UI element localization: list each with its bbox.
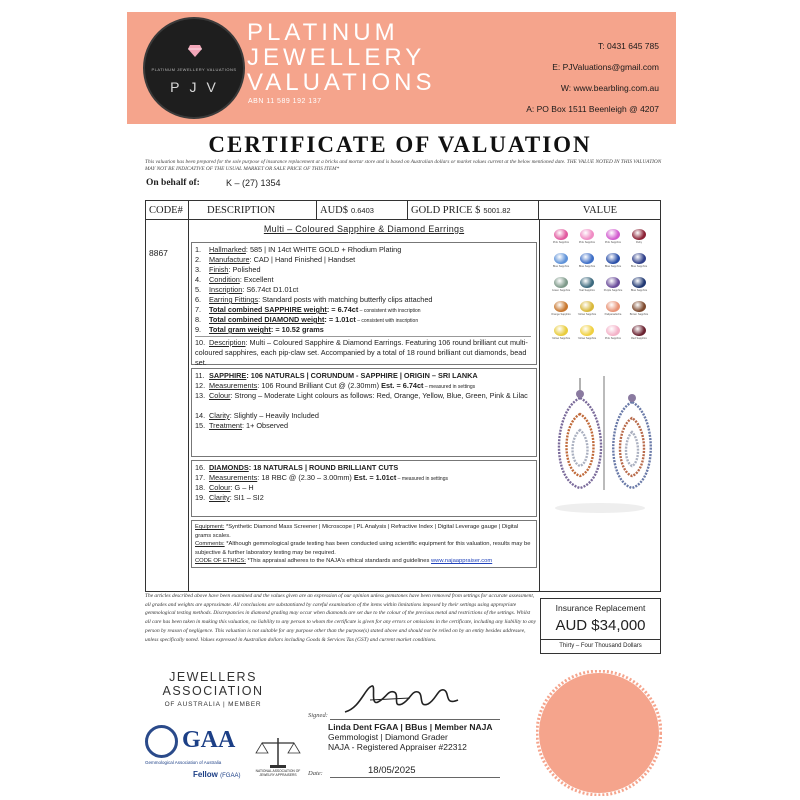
insurance-label: Insurance Replacement xyxy=(555,603,646,613)
fellow-badge: Fellow (FGAA) xyxy=(193,770,241,779)
gem-swatch xyxy=(554,325,568,336)
gem-swatch xyxy=(606,301,620,312)
website: W: www.bearbling.com.au xyxy=(560,83,659,93)
sapphire-block xyxy=(191,368,537,457)
list-item: 4. Condition: Excellent xyxy=(195,275,274,284)
gem-swatch xyxy=(632,229,646,240)
date-line xyxy=(330,777,500,778)
company-seal xyxy=(536,670,662,796)
list-item: 17. Measurements: 18 RBC @ (2.30 – 3.00mm) Est. = 1.01ct – measured in settings xyxy=(195,473,448,482)
gem-label: Yellow Sapphire xyxy=(577,337,597,340)
gold-price: 5001.82 xyxy=(483,206,511,215)
list-item: 6. Earring Fittings: Standard posts with matching butterfly clips attached xyxy=(195,295,433,304)
value-header: VALUE xyxy=(582,205,618,216)
insurance-amount: AUD $34,000 xyxy=(555,617,646,634)
gem-label: Blue Sapphire xyxy=(578,265,596,268)
gem-swatch xyxy=(632,301,646,312)
aud-header xyxy=(317,201,408,220)
insurance-amount-words: Thirty – Four Thousand Dollars xyxy=(541,639,660,649)
code-column xyxy=(146,220,189,591)
naja-link[interactable]: www.najaappraiser.com xyxy=(431,558,493,564)
ja-subtitle: OF AUSTRALIA | MEMBER xyxy=(164,701,262,708)
gem-swatch xyxy=(580,277,594,288)
insurance-box xyxy=(540,598,661,654)
signature-line xyxy=(330,719,500,720)
gem-swatch xyxy=(580,253,594,264)
gem-label: Blue Sapphire xyxy=(630,289,648,292)
description-header: DESCRIPTION xyxy=(189,201,317,220)
gem-label: Blue Sapphire xyxy=(552,265,570,268)
gem-label: Ruby xyxy=(635,241,643,244)
list-item: 9. Total gram weight: = 10.52 grams xyxy=(195,325,324,334)
gem-label: Yellow Sapphire xyxy=(551,337,571,340)
legal-disclaimer: The articles described above have been examined and the values given are an expression of our opinion unless gemstones have been removed from settings for accurate assessment, all grades and weights are approximate. All conclusions are substantiated by careful examination of the items within limitations imposed by their settings using appropriate gemmological testing methods. Discrepancies in diamond grading may occur when diamonds are set due to the colour of the precious metal and restrictions of the settings. Whilst all care has been taken in making this valuation, no liability to any person to whom the certificate is given for any errors or omissions in the certificate, including any liability to any person by reason of negligence. This valuation is not suitable for any purpose other than the purpose(s) stated above and should not be relied on by an entity besides addressee, unless specifically noted. Values expressed in Australian dollars including Goods & Services Tax (GST) and current market conditions. xyxy=(145,593,536,643)
brand-line: PLATINUM xyxy=(247,19,399,46)
disclaimer: This valuation has been prepared for the sole purpose of insurance replacement at a bricks and mortar store and is based on Australian dollars or market values current at the below mentioned date. THE VALUE NOTED IN THIS VALUATION MAY NOT BE INDICATIVE OF THE USUAL MARKET OR SALE PRICE OF THIS ITEM* xyxy=(145,159,662,172)
gem-label: Blue Sapphire xyxy=(630,265,648,268)
jewellers-association-logo xyxy=(148,670,278,712)
behalf-label: On behalf of: xyxy=(146,178,200,188)
gem-swatch xyxy=(554,301,568,312)
item-title: Multi – Coloured Sapphire & Diamond Earrings xyxy=(263,224,465,234)
gem-swatch xyxy=(554,253,568,264)
gem-swatch xyxy=(606,325,620,336)
gold-label: GOLD PRICE $ xyxy=(411,205,481,216)
item-code: 8867 xyxy=(149,248,168,258)
gem-label: Pink Sapphire xyxy=(578,241,596,244)
behalf-value: K – (27) 1354 xyxy=(226,178,281,188)
code-header: CODE# xyxy=(146,201,189,220)
certificate-title: CERTIFICATE OF VALUATION xyxy=(208,132,592,157)
list-item: 1. Hallmarked: 585 | IN 14ct WHITE GOLD + Rhodium Plating xyxy=(195,245,402,254)
value-column xyxy=(539,220,660,591)
gem-label: Pink Sapphire xyxy=(604,241,622,244)
details-block xyxy=(191,242,537,365)
gem-label: Red Sapphire xyxy=(631,337,647,340)
list-item: 14. Clarity: Slightly – Heavily Included xyxy=(195,411,319,420)
gem-swatch xyxy=(554,277,568,288)
handwritten-signature xyxy=(340,680,465,718)
gem-swatch xyxy=(580,301,594,312)
aud-label: AUD$ xyxy=(320,205,348,216)
table-header xyxy=(146,201,660,220)
gold-price-header xyxy=(408,201,539,220)
comments-note: Comments: *Although gemmological grade testing has been conducted using scientific equipment for this valuation, results may be subjective & further laboratory testing may be required. xyxy=(195,541,531,556)
gem-swatch xyxy=(606,229,620,240)
equipment-note: Equipment: *Synthetic Diamond Mass Screener | Microscope | PL Analysis | Refractive Index | Digital Leverage gauge | Digital grams scales. xyxy=(195,524,519,539)
gem-label: Yellow Sapphire xyxy=(577,313,597,316)
ja-line: JEWELLERS xyxy=(169,670,257,684)
email: E: PJValuations@gmail.com xyxy=(552,62,659,72)
logo-ring-text: PLATINUM JEWELLERY VALUATIONS xyxy=(151,67,237,72)
list-item: 2. Manufacture: CAD | Hand Finished | Handset xyxy=(195,255,356,264)
phone: T: 0431 645 785 xyxy=(598,41,659,51)
list-item: 3. Finish: Polished xyxy=(195,265,261,274)
gem-swatch xyxy=(554,229,568,240)
notes-block xyxy=(191,520,537,568)
list-item: 16. DIAMONDS: 18 NATURALS | ROUND BRILLIANT CUTS xyxy=(195,463,399,472)
gem-label: Orange Sapphire xyxy=(551,313,571,316)
gaa-subtitle: Gemmological Association of Australia xyxy=(145,760,222,765)
ja-line: ASSOCIATION xyxy=(162,684,264,698)
list-item: 7. Total combined SAPPHIRE weight: = 6.74ct – consistent with inscription xyxy=(195,305,421,314)
gem-swatch xyxy=(580,325,594,336)
aud-rate: 0.6403 xyxy=(351,206,374,215)
scales-icon xyxy=(250,735,306,769)
diamond-icon xyxy=(188,45,202,57)
earrings-image xyxy=(540,370,660,520)
list-item: 12. Measurements: 106 Round Brilliant Cut @ (2.30mm) Est. = 6.74ct – measured in settings xyxy=(195,381,476,390)
naja-name: NATIONAL ASSOCIATION OF JEWELRY APPRAISERS xyxy=(255,769,301,777)
list-item: 19. Clarity: SI1 – SI2 xyxy=(195,493,264,502)
brand-line: JEWELLERY xyxy=(247,44,426,71)
gem-swatch xyxy=(632,253,646,264)
gem-label: Padparadscha xyxy=(604,313,622,316)
postal-address: A: PO Box 1511 Beenleigh @ 4207 xyxy=(526,104,659,114)
signer-details xyxy=(328,722,493,752)
brand-line: VALUATIONS xyxy=(247,69,436,96)
signer-role: Gemmologist | Diamond Grader xyxy=(328,732,448,742)
gem-label: Green Sapphire xyxy=(551,289,571,292)
gem-label: Teal Sapphire xyxy=(579,289,595,292)
gem-swatch xyxy=(606,253,620,264)
valuation-table xyxy=(145,200,661,592)
signer-name: Linda Dent FGAA | BBus | Member NAJA xyxy=(328,722,493,732)
gem-swatch xyxy=(606,277,620,288)
valuation-date: 18/05/2025 xyxy=(368,765,416,776)
gem-label: Purple Sapphire xyxy=(603,289,623,292)
contact-details xyxy=(526,36,659,120)
gem-swatch xyxy=(580,229,594,240)
list-item: 11. SAPPHIRE: 106 NATURALS | CORUNDUM - SAPPHIRE | ORIGIN – SRI LANKA xyxy=(195,371,478,380)
list-item: 13. Colour: Strong – Moderate Light colours as follows: Red, Orange, Yellow, Blue, Green, Pink & Lilac xyxy=(195,391,528,400)
gaa-wordmark: GAA xyxy=(182,727,236,753)
list-item: 8. Total combined DIAMOND weight: = 1.01ct – consistent with inscription xyxy=(195,315,419,324)
gem-swatch xyxy=(632,277,646,288)
date-label: Date: xyxy=(308,770,323,777)
list-item: 15. Treatment: 1+ Observed xyxy=(195,421,289,430)
list-item: 10. Description: Multi – Coloured Sapphire & Diamond Earrings. Featuring 106 round brilliant cut multi-coloured sapphires, each pip-claw set. Accompanied by a total of 18 round brilliant cut diamonds, bead set. xyxy=(195,336,531,368)
ethics-note: CODE OF ETHICS: *This appraisal adheres to the NAJA's ethical standards and guidelines www.najaappraiser.com xyxy=(195,558,493,564)
gem-label: Pink Sapphire xyxy=(552,241,570,244)
abn-number: ABN 11 589 192 137 xyxy=(248,98,322,105)
list-item: 5. Inscription: S6.74ct D1.01ct xyxy=(195,285,299,294)
gem-label: Pink Sapphire xyxy=(604,337,622,340)
globe-icon xyxy=(145,725,178,758)
description-column xyxy=(189,220,539,591)
gem-label: Brown Sapphire xyxy=(629,313,649,316)
naja-logo xyxy=(250,735,306,777)
gem-label: Blue Sapphire xyxy=(604,265,622,268)
logo-monogram: PJV xyxy=(170,79,226,95)
list-item: 18. Colour: G – H xyxy=(195,483,254,492)
signed-label: Signed: xyxy=(308,712,328,719)
diamond-block xyxy=(191,460,537,517)
signer-registration: NAJA - Registered Appraiser #22312 xyxy=(328,742,467,752)
gem-swatch xyxy=(632,325,646,336)
letterhead xyxy=(127,12,676,124)
pjv-logo xyxy=(143,17,245,119)
brand-name xyxy=(247,20,435,95)
